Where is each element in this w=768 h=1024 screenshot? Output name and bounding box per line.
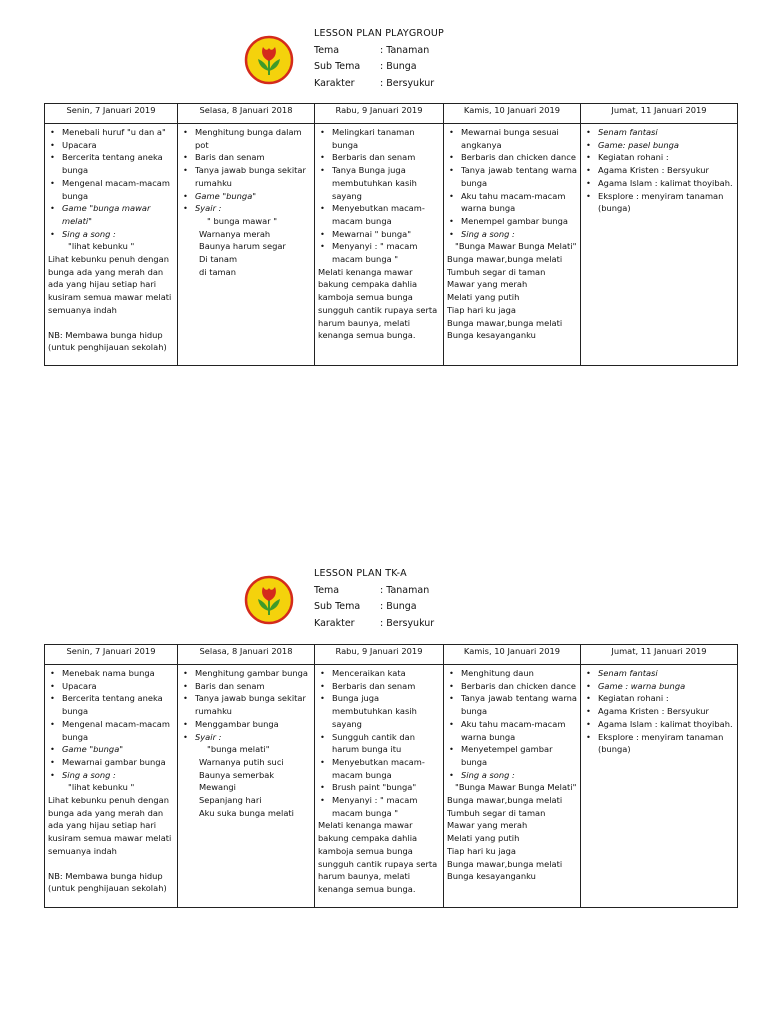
song-line: Mawar yang merah [447, 279, 528, 290]
activity-item: • Sing a song : [447, 228, 577, 241]
note-text: NB: Membawa bunga hidup (untuk penghijauan sekolah) [48, 329, 167, 353]
poem-line: Aku suka bunga melati [199, 807, 294, 818]
activity-item: • Upacara [48, 139, 174, 152]
day-cell-friday [581, 124, 738, 366]
day-cell-monday [45, 665, 178, 908]
day-header: Rabu, 9 Januari 2019 [315, 645, 444, 665]
plan-table [44, 103, 738, 366]
day-cell-friday [581, 665, 738, 908]
plan-table [44, 644, 738, 908]
activity-item: • Mewarnai " bunga" [318, 228, 440, 241]
day-cell-monday [45, 124, 178, 366]
song-title: "Bunga Mawar Bunga Melati" [455, 782, 577, 793]
poem-line: Mewangi [199, 782, 236, 793]
poem-line: Sepanjang hari [199, 795, 262, 806]
activity-item: • Game "bunga" [181, 190, 311, 203]
meta-value: : Bersyukur [380, 77, 435, 89]
activity-item: • Agama Islam : kalimat thoyibah. [584, 718, 734, 731]
activity-item: • Sing a song : [48, 228, 174, 241]
activity-item: • Agama Islam : kalimat thoyibah. [584, 177, 734, 190]
meta-value: : Tanaman [380, 44, 430, 56]
activity-item: • Mewarnai gambar bunga [48, 756, 174, 769]
song-line: Bunga kesayanganku [447, 871, 536, 882]
activity-item: • Game "bunga mawar melati" [48, 202, 174, 227]
activity-item: • Menyanyi : " macam macam bunga " [318, 794, 440, 819]
song-lyrics: Lihat kebunku penuh dengan bunga ada yang merah dan ada yang hijau setiap hari kusiram semua mawar melati semuanya indah [48, 254, 172, 315]
activity-item: • Game: pasel bunga [584, 139, 734, 152]
activity-item: • Senam fantasi [584, 126, 734, 139]
activity-item: • Baris dan senam [181, 680, 311, 693]
activity-item: • Menghitung daun [447, 667, 577, 680]
activity-item: • Bunga juga membutuhkan kasih sayang [318, 692, 440, 730]
activity-item: • Tanya jawab tentang warna bunga [447, 692, 577, 717]
day-header: Jumat, 11 Januari 2019 [581, 645, 738, 665]
activity-item: • Kegiatan rohani : [584, 151, 734, 164]
plan-header [314, 26, 444, 92]
activity-item: • Sungguh cantik dan harum bunga itu [318, 731, 440, 756]
activity-item: • Menebali huruf "u dan a" [48, 126, 174, 139]
poem-title: " bunga mawar " [207, 215, 278, 226]
plan-header [314, 566, 434, 632]
activity-item: • Brush paint "bunga" [318, 781, 440, 794]
activity-item: • Mewarnai bunga sesuai angkanya [447, 126, 577, 151]
activity-item: • Bercerita tentang aneka bunga [48, 692, 174, 717]
activity-item: • Upacara [48, 680, 174, 693]
meta-key: Karakter [314, 617, 355, 629]
activity-item: • Menyebutkan macam-macam bunga [318, 202, 440, 227]
song-line: Bunga mawar,bunga melati [447, 795, 563, 806]
activity-item: • Menceraikan kata [318, 667, 440, 680]
song-lyrics: Lihat kebunku penuh dengan bunga ada yang merah dan ada yang hijau setiap hari kusiram semua mawar melati semuanya indah [48, 795, 172, 856]
activity-item: • Mengenal macam-macam bunga [48, 177, 174, 202]
activity-item: • Game : warna bunga [584, 680, 734, 693]
activity-item: • Senam fantasi [584, 667, 734, 680]
activity-item: • Berbaris dan senam [318, 151, 440, 164]
activity-item: • Menebak nama bunga [48, 667, 174, 680]
meta-key: Tema [314, 584, 340, 596]
activity-item: • Menghitung bunga dalam pot [181, 126, 311, 151]
meta-key: Sub Tema [314, 61, 361, 72]
poem-line: di taman [199, 266, 236, 277]
song-line: Melati yang putih [447, 833, 520, 844]
song-lyrics: Melati kenanga mawar bakung cempaka dahlia kamboja semua bunga sungguh cantik rupaya serta harum baunya, melati kenanga semua bunga. [318, 820, 438, 894]
activity-item: • Tanya jawab bunga sekitar rumahku [181, 164, 311, 189]
spacer [48, 317, 174, 329]
day-header: Senin, 7 Januari 2019 [45, 645, 178, 665]
activity-item: • Agama Kristen : Bersyukur [584, 705, 734, 718]
tulip-logo-icon [244, 575, 294, 625]
day-header: Kamis, 10 Januari 2019 [444, 645, 581, 665]
plan-title: LESSON PLAN TK-A [314, 568, 407, 579]
song-line: Tumbuh segar di taman [447, 807, 546, 818]
day-cell-thursday [444, 665, 581, 908]
activity-item: • Aku tahu macam-macam warna bunga [447, 718, 577, 743]
day-cell-tuesday [178, 665, 315, 908]
song-line: Mawar yang merah [447, 820, 528, 831]
song-line: Bunga mawar,bunga melati [447, 317, 563, 328]
spacer [48, 858, 174, 870]
poem-line: Baunya harum segar [199, 241, 286, 252]
meta-value: : Tanaman [380, 584, 430, 596]
day-header: Jumat, 11 Januari 2019 [581, 104, 738, 124]
table-header-row [45, 645, 738, 665]
activity-item: • Sing a song : [48, 769, 174, 782]
activity-item: • Menggambar bunga [181, 718, 311, 731]
activity-item: • Berbaris dan chicken dance [447, 680, 577, 693]
meta-value: : Bunga [380, 61, 417, 72]
song-title: "lihat kebunku " [68, 241, 135, 252]
meta-key: Tema [314, 44, 340, 56]
activity-item: • Bercerita tentang aneka bunga [48, 151, 174, 176]
activity-item: • Baris dan senam [181, 151, 311, 164]
song-title: "lihat kebunku " [68, 782, 135, 793]
meta-value: : Bunga [380, 601, 417, 612]
day-header: Selasa, 8 Januari 2018 [178, 104, 315, 124]
day-cell-thursday [444, 124, 581, 366]
day-header: Senin, 7 Januari 2019 [45, 104, 178, 124]
activity-item: • Agama Kristen : Bersyukur [584, 164, 734, 177]
table-header-row [45, 104, 738, 124]
day-header: Selasa, 8 Januari 2018 [178, 645, 315, 665]
activity-item: • Eksplore : menyiram tanaman (bunga) [584, 731, 734, 756]
activity-item: • Mengenal macam-macam bunga [48, 718, 174, 743]
poem-line: Warnanya merah [199, 228, 271, 239]
activity-item: • Tanya jawab tentang warna bunga [447, 164, 577, 189]
activity-item: • Menghitung gambar bunga [181, 667, 311, 680]
activity-item: • Game "bunga" [48, 743, 174, 756]
activity-item: • Tanya Bunga juga membutuhkan kasih sayang [318, 164, 440, 202]
song-line: Tiap hari ku jaga [447, 304, 516, 315]
poem-line: Di tanam [199, 254, 238, 265]
song-title: "Bunga Mawar Bunga Melati" [455, 241, 577, 252]
day-cell-wednesday [315, 665, 444, 908]
song-line: Tumbuh segar di taman [447, 266, 546, 277]
song-line: Bunga kesayanganku [447, 330, 536, 341]
song-line: Tiap hari ku jaga [447, 845, 516, 856]
note-text: NB: Membawa bunga hidup (untuk penghijauan sekolah) [48, 870, 167, 894]
activity-item: • Eksplore : menyiram tanaman (bunga) [584, 190, 734, 215]
tulip-logo-icon [244, 35, 294, 85]
activity-item: • Menyanyi : " macam macam bunga " [318, 240, 440, 265]
poem-line: Warnanya putih suci [199, 756, 284, 767]
meta-key: Karakter [314, 77, 355, 89]
plan-title: LESSON PLAN PLAYGROUP [314, 28, 444, 39]
activity-item: • Berbaris dan chicken dance [447, 151, 577, 164]
song-line: Bunga mawar,bunga melati [447, 858, 563, 869]
song-line: Bunga mawar,bunga melati [447, 254, 563, 265]
table-row [45, 665, 738, 908]
activity-item: • Sing a song : [447, 769, 577, 782]
meta-key: Sub Tema [314, 601, 361, 612]
activity-item: • Tanya jawab bunga sekitar rumahku [181, 692, 311, 717]
day-header: Kamis, 10 Januari 2019 [444, 104, 581, 124]
meta-value: : Bersyukur [380, 617, 435, 629]
song-lyrics: Melati kenanga mawar bakung cempaka dahlia kamboja semua bunga sungguh cantik rupaya serta harum baunya, melati kenanga semua bunga. [318, 266, 438, 341]
poem-title: "bunga melati" [207, 744, 270, 755]
activity-item: • Kegiatan rohani : [584, 692, 734, 705]
activity-item: • Menempel gambar bunga [447, 215, 577, 228]
activity-item: • Melingkari tanaman bunga [318, 126, 440, 151]
activity-item: • Menyetempel gambar bunga [447, 743, 577, 768]
song-line: Melati yang putih [447, 292, 520, 303]
activity-item: • Syair : [181, 731, 311, 744]
activity-item: • Syair : [181, 202, 311, 215]
day-cell-wednesday [315, 124, 444, 366]
table-row [45, 124, 738, 366]
activity-item: • Menyebutkan macam-macam bunga [318, 756, 440, 781]
activity-item: • Berbaris dan senam [318, 680, 440, 693]
poem-line: Baunya semerbak [199, 769, 275, 780]
day-header: Rabu, 9 Januari 2019 [315, 104, 444, 124]
activity-item: • Aku tahu macam-macam warna bunga [447, 190, 577, 215]
day-cell-tuesday [178, 124, 315, 366]
